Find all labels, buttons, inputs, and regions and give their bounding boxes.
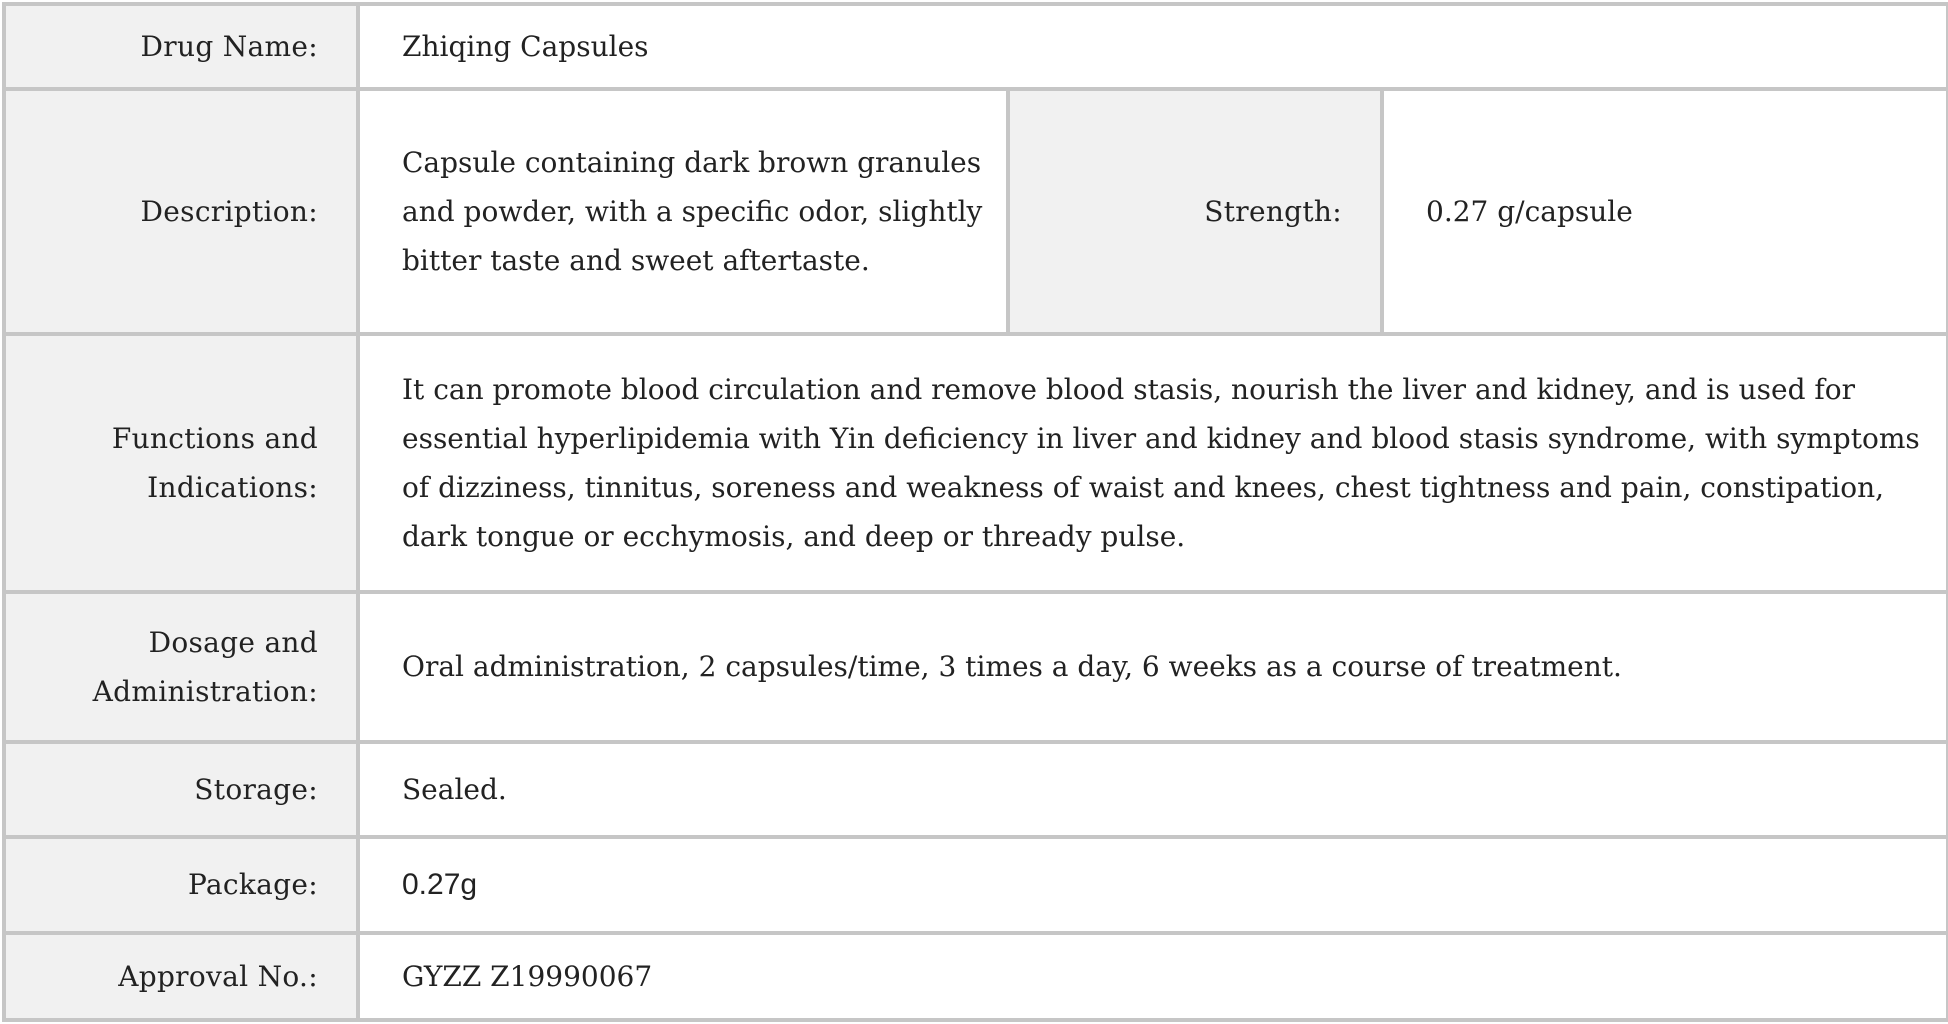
drug-name-value: Zhiqing Capsules	[358, 4, 1948, 89]
drug-info-table	[2, 2, 1948, 1022]
dosage-label-line1: Dosage and	[148, 625, 318, 659]
row-approval	[4, 933, 1948, 1020]
dosage-label-line2: Administration:	[92, 674, 318, 708]
row-storage	[4, 742, 1948, 838]
row-drug-name	[4, 4, 1948, 89]
functions-label-line1: Functions and	[111, 422, 318, 456]
row-package	[4, 837, 1948, 933]
approval-value: GYZZ Z19990067	[358, 933, 1948, 1020]
storage-label: Storage:	[4, 742, 358, 838]
dosage-value: Oral administration, 2 capsules/time, 3 times a day, 6 weeks as a course of treatment.	[358, 592, 1948, 741]
dosage-label	[4, 592, 358, 741]
row-functions-indications	[4, 334, 1948, 592]
strength-label: Strength:	[1008, 89, 1382, 334]
row-dosage	[4, 592, 1948, 741]
package-value: 0.27g	[358, 837, 1948, 933]
strength-value: 0.27 g/capsule	[1382, 89, 1948, 334]
approval-label: Approval No.:	[4, 933, 358, 1020]
row-description	[4, 89, 1948, 334]
drug-name-label: Drug Name:	[4, 4, 358, 89]
functions-label-line2: Indications:	[147, 471, 318, 505]
package-label: Package:	[4, 837, 358, 933]
storage-value: Sealed.	[358, 742, 1948, 838]
description-label: Description:	[4, 89, 358, 334]
functions-label	[4, 334, 358, 592]
description-value: Capsule containing dark brown granules and powder, with a specific odor, slightly bitter taste and sweet aftertaste.	[358, 89, 1008, 334]
functions-value: It can promote blood circulation and remove blood stasis, nourish the liver and kidney, and is used for essential hyperlipidemia with Yin deficiency in liver and kidney and blood stasis syndrome, with symptoms of dizziness, tinnitus, soreness and weakness of waist and knees, chest tightness and pain, constipation, dark tongue or ecchymosis, and deep or thready pulse.	[358, 334, 1948, 592]
